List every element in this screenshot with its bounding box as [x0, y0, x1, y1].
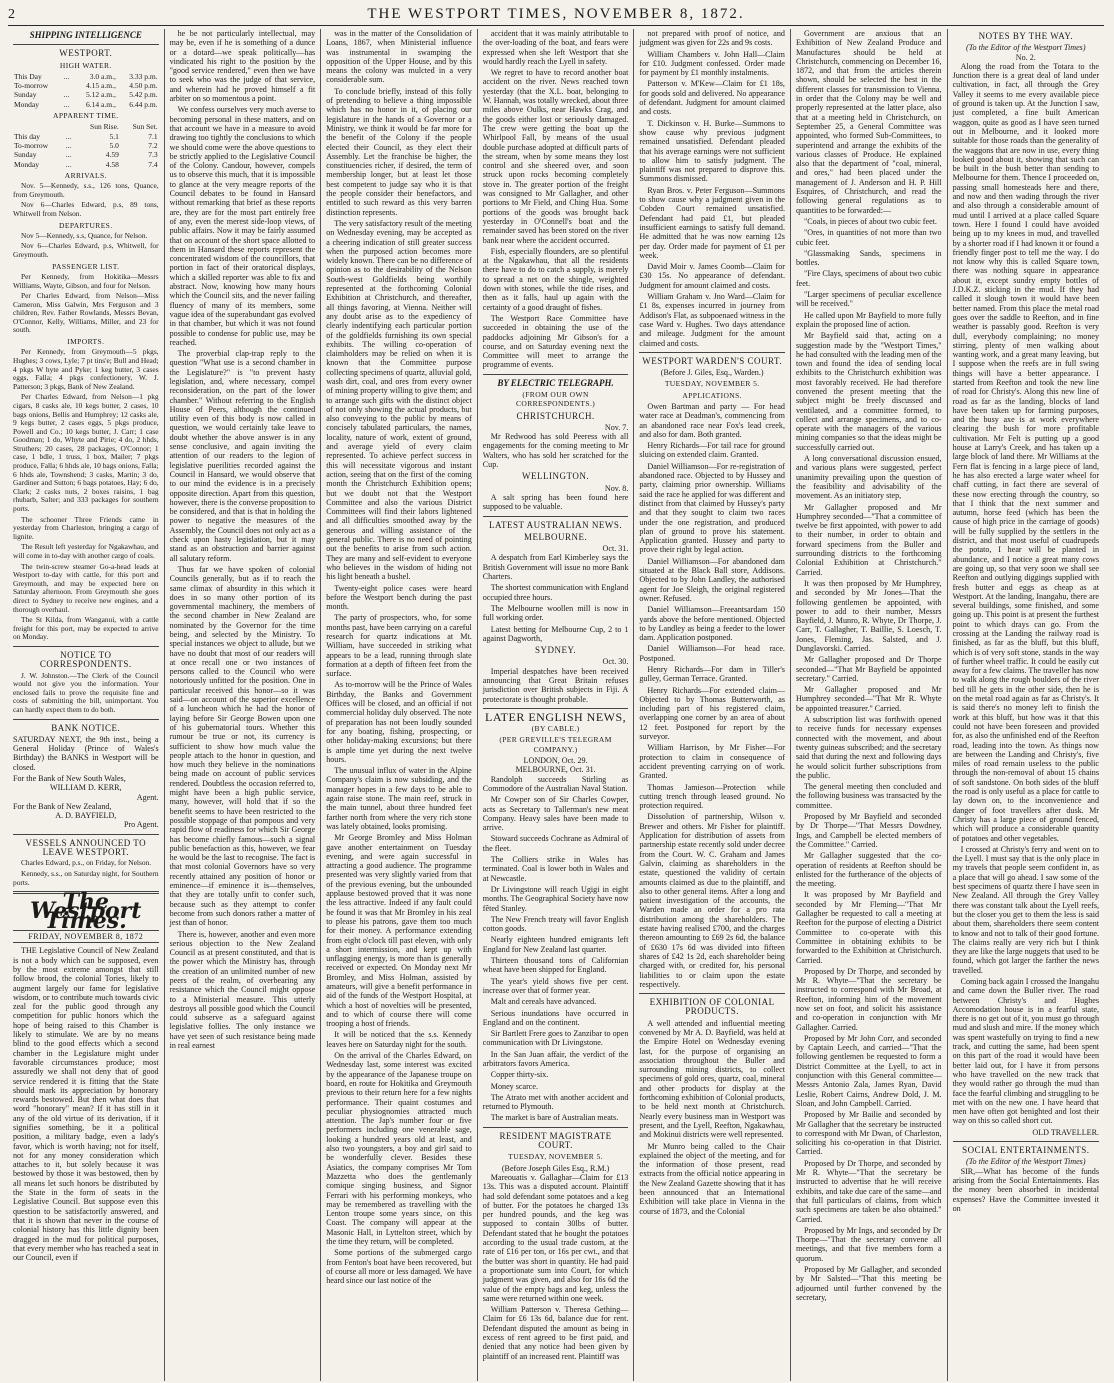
paragraph: The schooner Three Friends came in yesterday from Charleston, bringing a cargo of lignite.: [13, 514, 159, 541]
rm-court-heading: RESIDENT MAGISTRATE COURT.: [499, 1130, 612, 1151]
table-row: [13, 132, 159, 141]
paragraph: Mr Cowper son of Sir Charles Cowper, acts as Secretary to Tallerman's new meat Company. Heavy sales have been made to arrive.: [482, 795, 629, 833]
vessels-text: [13, 859, 159, 887]
table-cell: To-morrow: [14, 140, 49, 150]
paragraph: Nov 6—Charles Edward, p.s, 89 tons, Whitwell from Nelson.: [13, 200, 159, 218]
bank-notice-text: [13, 735, 159, 772]
bank-nz-line: For the Bank of New Zealand,: [13, 801, 112, 811]
vessels-heading: VESSELS ANNOUNCED TO LEAVE WESTPORT.: [25, 837, 147, 858]
page-number: 2: [8, 7, 15, 22]
later-english-by: (BY CABLE.): [531, 724, 580, 734]
melbourne-heading: MELBOURNE.: [523, 531, 588, 542]
paragraph: It will be noticed that the s.s. Kennedy leaves here on Saturday night for the south.: [326, 1030, 472, 1049]
bank-nz-name: A. D. BAYFIELD,: [55, 811, 117, 821]
paragraph: The twin-screw steamer Go-a-head leads at Westport to-day with cattle, for this port and Greymouth, and may be expected here on Saturday afternoon. From Greymouth she goes direct to Sydney to receive new engines, and a thorough overhaul.: [13, 561, 159, 614]
bank-nsw-line: For the Bank of New South Wales,: [13, 774, 126, 783]
london-dateline: LONDON, Oct. 29.: [523, 756, 588, 766]
paragraph: To conclude briefly, instead of this folly of pretending to believe a thing impossible which has no honor in it, of placing our legislature in the hands of a Governor or a Ministry, we think it would be far more for the benefit of the Colony if the people elected their Council, as they elect their Assembly. Let the franchise be higher, the constituencies richer, if desired, the term of membership longer, but at least let those best competent to judge say who it is that the people consider their benefactors, and entitled to such reward as this very barren distinction represents.: [326, 86, 472, 217]
paragraph: A salt spring has been found here supposed to be valuable.: [482, 492, 629, 512]
paragraph: Mr Gallagher suggested that the co-operation of residents at Reefton should be enlisted for the furtherance of the objects of the meeting.: [795, 851, 942, 889]
paragraph: Daniel Williamson—Freeantsardam 150 yards above the before mentioned. Objected to by Landley as being a feeder to the lower dam. Application postponed.: [639, 605, 785, 643]
table-cell: 5.42 p.m.: [129, 90, 158, 100]
paragraph: Nov 5—Kennedy, s.s, Quance, for Nelson.: [21, 230, 148, 240]
paragraph: William Patterson v. Theresa Gething—Claim for £6 13s 6d, balance due for rent. Defendant disputed the amount as being in excess of rent agreed to be first paid, and denied that any notice had been given by plaintiff of an increased rent. Plaintiff was: [482, 1305, 629, 1361]
editorial-continued: [170, 29, 316, 1050]
christchurch-date: Nov. 7.: [604, 422, 629, 432]
passenger-text: [13, 273, 159, 335]
imports-heading: IMPORTS.: [67, 337, 105, 347]
paragraph: Patterson v. M'Kew—Claim for £1 18s, for goods sold and delivered. No appearance of defendant. Judgment for amount claimed and costs.: [639, 79, 785, 117]
table-cell: ...: [65, 131, 72, 141]
high-water-table: [13, 72, 159, 109]
paragraph: he be not particularly intellectual, may may be, even if he is something of a dunce or a dotard—we speak politically—has vindicated his right to the position by the "good service rendered," even then we have to seek who was the judge of that service, and wherein had he proved himself a fit arbiter on so momentous a point.: [169, 29, 316, 104]
twin-screw-text: [13, 563, 159, 615]
telegraph-sub: (FROM OUR OWN CORRESPONDENTS.): [516, 389, 596, 409]
table-row: [13, 90, 159, 99]
paragraph: Mareouatis v. Gallaghar—Claim for £13 13s. This was a disputed account. Plaintiff had sold defendant some potatoes and a keg of butter. For the potatoes he charged 13s per hundred pounds, and the keg was supposed to contain 30lbs of butter. Defendant stated that he bought the potatoes according to the usual trade custom, at the rate of £16 per ton, or 16s per cwt., and that the butter was short in quantity. He had paid a proportionate sum into Court, for which judgment was given, and also for 16s 6d the value of the empty bags and keg, unless the same were returned within one week.: [482, 1172, 629, 1303]
paragraph: As to-morrow will be the Prince of Wales Birthday, the Banks and Government Offices will be closed, and an official if not commercial holiday duly observed. The note of preparation has not been loudly sounded for any boating, fishing, prospecting, or other holiday-making excursions; but there is ample time yet during the next twelve hours.: [326, 680, 472, 764]
port-heading: WESTPORT.: [59, 48, 113, 59]
table-cell: To-morrow: [14, 81, 49, 91]
paragraph: Mr Bayfield said that, acting on a suggestion made by the "Westport Times," he had consulted with the leading men of the town and found the idea of sending local exhibits to the Christchurch exhibition was most favorably received. He had therefore convened the present meeting that the subject might be freely discussed and ventilated, and a committee formed, to collect and arrange specimens, and to co-operate with the managers of the various mining companies so that the ideas might be successfully carried out.: [795, 331, 942, 452]
warden-court-text: [639, 402, 785, 989]
christchurch-text: [483, 432, 629, 469]
social-heading: SOCIAL ENTERTAINMENTS.: [962, 1145, 1090, 1156]
paragraph: Stoward succeeds Cochrane as Admiral of the fleet.: [482, 834, 629, 853]
christchurch-heading: CHRISTCHURCH.: [516, 410, 595, 421]
warden-court-heading: WESTPORT WARDEN'S COURT.: [642, 355, 783, 366]
column-4: [478, 29, 635, 1381]
rm-court-continued: [639, 29, 785, 348]
later-english-heading: LATER ENGLISH NEWS,: [485, 709, 627, 724]
paragraph: The Atrato met with another accident and returned to Plymouth.: [482, 1092, 629, 1112]
shipping-heading: SHIPPING INTELLIGENCE: [29, 30, 142, 40]
imports-text: [13, 348, 159, 513]
arrivals-heading: ARRIVALS.: [64, 170, 107, 180]
table-cell: [65, 122, 76, 131]
notes-heading: NOTES BY THE WAY.: [978, 31, 1073, 41]
paragraph: Proposed by Dr Thorpe, and seconded by Mr R. Whyte—"That the secretary be instructed to correspond with Mr Broad, at Reefton, informing him of the movement now set on foot, and solicit his assistance and co-operation in conjunction with Mr Gallagher. Carried.: [795, 966, 942, 1032]
paragraph: William Harrison, by Mr Fisher—For protection to claim in consequence of accident preventing carrying on of work. Granted.: [639, 743, 785, 781]
paragraph: Henry Richards—For dam in Tiller's gulley, German Terrace. Granted.: [639, 665, 785, 684]
paragraph: William Graham v. Jno Ward—Claim for £1 8s, expenses incurred in journey from Addison's Flat, as subpoenaed witness in the case Ward v. Hughes. Two days attendance and mileage. Judgment for the amount claimed and costs.: [639, 292, 785, 348]
editorial-dateline: FRIDAY, NOVEMBER 8, 1872: [13, 930, 159, 943]
table-cell: Monday: [14, 159, 39, 169]
paragraph: Mr Gallagher proposed and Mr Humphrey seconded—"That a committee of twelve be first appointed, with power to add to their number, in order to obtain and forward specimens from the Buller and surrounding districts to the forthcoming Colonial Exhibition at Christchurch." Carried.: [795, 502, 942, 577]
paragraph: The New French treaty will favor English cotton goods.: [482, 914, 629, 934]
paragraph: The Result left yesterday for Ngakawhau, and will come in to-day with another cargo of coals.: [13, 542, 159, 561]
paragraph: SATURDAY NEXT, the 9th inst., being a General Holiday (Prince of Wales's Birthday) the BANKS in Westport will be closed.: [13, 734, 159, 772]
paragraph: It was proposed by Mr Bayfield and seconded by Mr Fleming—"That Mr Gallagher be requested to call a meeting at Reefton for the purpose of electing a District Committee to co-operate with this Committee in obtaining exhibits to be forwarded to the Exhibition at Christchurch. Carried.: [795, 890, 942, 965]
paragraph: Nov. 5—Kennedy, s.s., 126 tons, Quance, from Greymouth.: [13, 181, 159, 199]
melbourne-text: [483, 553, 629, 643]
table-cell: 7.2: [148, 140, 158, 150]
table-row: [13, 141, 159, 150]
rm-court-date: TUESDAY, NOVEMBER 5.: [508, 1152, 603, 1162]
paragraph: Imperial despatches have been received announcing that Great Britain refuses jurisdiction over British subjects in Fiji. A protectorate is thought probable.: [482, 666, 629, 704]
table-cell: Sunday: [14, 90, 37, 100]
paragraph: Latest betting for Melbourne Cup, 2 to 1 against Dagworth,: [482, 624, 629, 643]
editorial-text: [13, 946, 159, 1262]
paragraph: "Glassmaking Sands, specimens in bottles.: [795, 248, 942, 268]
table-cell: ...: [65, 159, 72, 169]
table-row: [13, 72, 159, 81]
paragraph: Per Charles Edward, from Nelson—1 pkg cigars, 8 casks ale, 10 kegs butter, 2 cases, 10 bags onions, Bellis and Humphrey; 12 casks ale, 9 kegs butter, 2 cases eggs, 5 pkgs produce, Powell and Co.; 10 kegs butter, J. Carr; 1 case Goodman; 1 do, Whyte and Pirie; 4 do, 2 hhds, Struthers; 20 cases, 28 packages, O'Connor; 1 case, 1 bdle, 1 truss, 1 box, Mailer; 7 pkgs produce, Falla; 6 hhds ale, 10 bags onions, Falla; 6 hhds ale, Townshend; 3 casks, Martin; 3 do, Gardiner and Sutton; 6 bags potatoes, Hay; 6 do, Clark; 2 casks nuts, 2 boxes raisins, 1 bag rhubarb, Salter; and 333 packages for southern ports.: [13, 392, 159, 514]
paragraph: Nearly eighteen hundred emigrants left England for New Zealand last quarter.: [482, 935, 629, 954]
paragraph: David Moir v. James Coomb—Claim for £30 15s. No appearance of defendant. Judgment for amount claimed and costs.: [639, 262, 785, 290]
sun-table: [13, 122, 159, 168]
paragraph: Mr Gallagher proposed and Mr Humphrey seconded—"That Mr R. Whyte be appointed treasurer." Carried.: [795, 685, 942, 713]
paragraph: Owen Bartman and party — For head water race at Deadman's, commencing from an abandoned race near Fox's lead creek, and also for dam. Both granted.: [639, 401, 785, 439]
paragraph: There is, however, another and even more serious objection to the New Zealand Council as at present constituted, and that is the power which the Ministry has, through the creation of an unlimited number of new peers of the realm, of overbearing any resistance which the Council might oppose to a Ministerial measure. This utterly destroys all possible good which the Council could subserve as a safeguard against legislative follies. The only instance we have yet seen of such resistance being made in real earnest: [169, 929, 316, 1051]
paragraph: The Melbourne woollen mill is now in full working order.: [482, 603, 629, 623]
paragraph: "Ores, in quantities of not more than two cubic feet.: [795, 228, 942, 247]
schooner-text: [13, 516, 159, 542]
paragraph: The party of prospectors, who, for some months past, have been carrying on a careful research for quartz indications at Mt. William, have succeeded in striking what appears to be a lead, running through slate formation at a depth of fifteen feet from the surface.: [326, 613, 472, 679]
table-cell: Sunday: [14, 150, 37, 160]
table-cell: 4.59: [105, 150, 119, 160]
notes-signature: OLD TRAVELLER.: [1032, 1127, 1100, 1137]
notes-to-editor: (To the Editor of the Westport Times): [966, 43, 1086, 53]
latest-australian-heading: LATEST AUSTRALIAN NEWS.: [489, 519, 623, 530]
paragraph: A despatch from Earl Kimberley says the British Government will issue no more Bank Charters.: [482, 553, 629, 582]
paragraph: The unusual influx of water in the Alpine Company's claim is now subsiding, and the manager hopes in a few days to be able to again raise stone. The main reef, struck in the main tunnel, about three hundred feet farther north from where the very rich stone was lately obtained, looks promising.: [326, 766, 472, 831]
paragraph: Per Kennedy, from Greymouth—5 pkgs, Hughes; 3 cows, Lyle; 7 pt tins'e; Bull and Head; 4 pkgs W hyte and Pyke; 1 keg butter, 3 cases eggs, Falla; 4 pkgs confectionery, W. J. Patterson; 3 pkgs, Bank of New Zealand.: [13, 347, 159, 391]
wellington-date: Nov. 8.: [604, 483, 629, 493]
page-title: THE WESTPORT TIMES, NOVEMBER 8, 1872.: [367, 6, 745, 22]
paragraph: Sir Bartlett Frere goes to Zanzibar to open communication with Dr Livingstone.: [482, 1029, 629, 1048]
departures-heading: DEPARTURES.: [59, 220, 113, 230]
table-row: [13, 81, 159, 90]
table-cell: ...: [65, 140, 72, 150]
paper-nameplate: The Westport Times.: [30, 889, 142, 934]
melbourne-date: Oct. 31.: [602, 544, 629, 554]
column-5: [634, 29, 791, 1381]
departures-text: [13, 232, 159, 260]
passenger-heading: PASSENGER LIST.: [52, 261, 120, 271]
table-cell: 5.12 a.m.,: [86, 90, 116, 100]
paragraph: Ryan Bros. v. Peter Ferguson—Summons to show cause why a judgment given in the Cobden Court remained unsatisfied. Defendant had paid £1, but pleaded insufficient earnings to satisfy full demand. He admitted that he was now earning 12s per day. Order made for payment of £1 per week.: [639, 185, 785, 260]
paragraph: Mr Gallagher proposed and Dr Thorpe seconded—"That Mr Bayfield be appointed secretary." Carried.: [795, 655, 942, 683]
apparent-time-heading: APPARENT TIME.: [53, 111, 119, 121]
paragraph: Proposed by Mr Ings, and seconded by Dr Thorpe—"That the secretary convene all meetings, and that five members form a quorum.: [795, 1225, 942, 1263]
paragraph: Randolph succeeds Stirling as Commodore of the Australian Naval Station.: [482, 774, 629, 793]
table-cell: 3.0 a.m.,: [89, 71, 116, 81]
column-3: [321, 29, 478, 1381]
table-cell: ...: [63, 99, 70, 109]
paragraph: was in the matter of the Consolidation of Loans, 1867, when Ministerial influence was instrumental in swamping the opposition of the Upper House, and by this means the colony was mulcted in a very considerable sum.: [326, 29, 472, 85]
paragraph: Money scarce.: [490, 1081, 538, 1091]
paragraph: Charles Edward, p.s., on Friday, for Nelson.: [21, 858, 152, 868]
paragraph: SIR,—What has become of the funds arising from the Social Entertainments. Has the money been absorbed in incidental expenses? Have the Committee invested it on: [952, 1166, 1100, 1213]
exhibition-text: [639, 1019, 785, 1216]
paragraph: Government are anxious that an Exhibition of New Zealand Produce and Manufactures should be held at Christchurch, commencing on December 16, 1872, and that from the articles therein shown, should be selected the best in the different classes for transmission to Vienna, in order that the Colony may be well and properly represented at the latter place, also that at a meeting held in Christchurch, on September 25, a General Committee was appointed, who formed Sub-Committees, to superintend and arrange the exhibits of the various classes of Produce. He explained also that the department of "coal, mineral, and ores," had been placed under the management of J. Anderson and H. P. Hill Esquires, of Christchurch, and read the following general regulations as to quantities to be forwarded:—: [795, 29, 942, 215]
paragraph: The market is bare of Australian meats.: [490, 1113, 619, 1123]
bank-notice-heading: BANK NOTICE.: [51, 722, 121, 733]
paragraph: William Chambers v. John Hall—Claim for £10. Judgment confessed. Order made for payment by £1 monthly instalments.: [639, 49, 785, 78]
table-cell: 7.1: [148, 131, 158, 141]
paragraph: Thomas Jamieson—Protection while cutting trench through leased ground. No protection required.: [639, 782, 785, 811]
paragraph: Mr George Bromley and Miss Holman gave another entertainment on Tuesday evening, and were again successful in attracting a good audience. The programme presented was very slightly varied from that of the previous evening, but the unbounded applause bestowed proved that it was none the less attractive. Indeed if any fault could be found it was that Mr Bromley in his zeal to please his patrons, gave them too much for their money. A performance extending from eight o'clock till past eleven, with only a short intermission, and kept up with unflagging energy, is more than is generally received or expected. On Monday next Mr Bromley, and Miss Holman, assisted by amateurs, will give a benefit performance in aid of the funds of the Westport Hospital, at which a host of novelties will be presented, and to which of course there will come trooping a host of friends.: [326, 833, 472, 1029]
melbourne-dateline: MELBOURNE, Oct. 31.: [515, 765, 596, 775]
table-cell: 4.50 p.m.: [129, 81, 158, 91]
local-news: [326, 29, 472, 1285]
paragraph: Proposed by Mr Bayfield and seconded by Dr Thorpe—"That Messrs Dowdney, Ings, and Campbell be elected members of the Committee." Carried.: [795, 812, 942, 849]
paragraph: Daniel Williamson—For head race. Postponed.: [639, 644, 785, 663]
paragraph: Mr Redwood has sold Peeress with all engagements for the coming meeting to Mr Walters, who has sold her scratched for the Cup.: [482, 432, 629, 470]
paragraph: Kennedy, s.s., on Saturday night, for Southern ports.: [13, 868, 159, 887]
table-cell: 5.1: [109, 131, 119, 141]
table-cell: ...: [63, 90, 70, 100]
bank-nsw-name: WILLIAM D. KERR,: [50, 783, 122, 793]
exhibition-continued: [796, 29, 942, 1302]
notes-text: [953, 62, 1099, 1126]
table-row: [13, 160, 159, 169]
arrivals-text: [13, 182, 159, 218]
paragraph: A subscription list was forthwith opened to receive funds for necessary expenses connected with the movement, and about twenty guineas subscribed; and the secretary said that during the next and following days he would solicit further subscriptions from the public.: [795, 715, 942, 780]
paragraph: "Larger specimens of peculiar excellence will be received.": [795, 290, 942, 309]
paragraph: He called upon Mr Bayfield to more fully explain the proposed line of action.: [795, 310, 942, 329]
paragraph: We regret to have to record another boat accident on the river. News reached town yesterday (that the X.L. boat, belonging to W. Hannah, was totally wrecked, about three miles above Oulks, near Hawks Crag, and the goods either lost or seriously damaged. The crew were getting the boat up the Whirlpool Fall, by means of the usual double purchase adopted at difficult parts of the stream, when by some means they lost control and she sheered over, and soon struck upon rocks becoming completely stove in. The greater portion of the freight was consigned to Mr Gallagher, and other portions to Mr Field, and Ching Hua. Some portions of the goods was brought back yesterday in O'Connell's boat and the remainder saved has been stored on the river bank near where the accident occurred.: [482, 68, 629, 245]
paragraph: THE Legislative Council of New Zealand is not a body which can be supposed, even by the most extreme amongst that still follow brood, the colonial Tories, likely to augment largely our fame for legislative wisdom, or to contribute much towards civic zeal for the public good through any competition for public honors which the hope of being raised to this Chamber is likely to stimulate. We are by no means blind to the good effects which a second chamber in the Legislature might under favorable circumstances produce; most assuredly we shall not deny that of good service rendered it is fitting that the State should mark its appreciation by honorary rewards bestowed. But then what does that word "honorary" mean? If it has still in it any of the old virtue of its derivation, if it signifies something, be it a political position, a military badge, even a lady's favor, which is worth having; not for itself, not for any money consideration which attaches to it, but solely because it was bestowed by those it was bestowed, then by all means let such honors be distributed by the State in the form of seats in the Legislative Council. But suppose even this question to be satisfactorily answered, and that it is shown that never in the course of colonial history has this little dignity been dragged in the mud for political purposes, that every member who has reached a seat in our Council, even if: [13, 946, 159, 1263]
sydney-date: Oct. 30.: [602, 657, 629, 667]
local-news-continued: [483, 29, 629, 370]
column-6: [791, 29, 948, 1381]
paragraph: Copper thirty-six.: [490, 1070, 549, 1080]
column-1: [8, 29, 165, 1381]
paragraph: Henry Richards—For extended claim—Objected to by Thomas Butterworth, as including part of his registered claim, overlapping one corner by an area of about 12 feet. Postponed for report by the surveyor.: [639, 685, 785, 742]
paragraph: It was then proposed by Mr Humphrey, and seconded by Mr Jones—That the following gentlemen be appointed, with power to add to their number, Messrs Bayfield, J. Munro, R. Whyte, Dr Thorpe, J. Carr, T. Gallagher, T. Baillie, S. Loesch, T. Jones, Fleming, Jas. Salsted, and J. Dunglavorski. Carried.: [795, 578, 942, 653]
sydney-text: [483, 667, 629, 704]
table-cell: 4.15 a.m.,: [86, 81, 116, 91]
paragraph: The Westport Race Committee have succeeded in obtaining the use of the paddocks adjoining Mr Gibson's for a course, and on Saturday evening next the Committee will meet to arrange the programme of events.: [482, 313, 629, 370]
rm-court-text: [483, 1173, 629, 1361]
paragraph: A well attended and influential meeting convened by Mr A. D. Bayfield, was held at the Empire Hotel on Wednesday evening last, for the purpose of organising an association throughout the Buller and surrounding mining districts, to collect specimens of gold ores, quartz, coal, mineral and other products for display at the forthcoming exhibition of Colonial products, to be held next month at Christchurch. Nearly every business man in Westport was present, and the Lyell, Reefton, Ngakawhau, and Mokinui districts were well represented.: [639, 1018, 785, 1140]
paragraph: Dissolution of partnership, Wilson v. Brewer and others. Mr Fisher for plaintiff. Application for distribution of assets from partnership estate recently sold under decree from the Court. W. C. Graham and James Galvin, claiming as shareholders in the estate, questioned the validity of certain amounts claimed as due to the plaintiff, and also to other general items. After a long and patient investigation of the accounts, the Warden made an order for a pro rata distribution among the shareholders. The estate having realised £700, and the charges thereon amounting to £69 2s 6d, the balance of £630 17s 6d was divided into fifteen shares of £42 1s 2d, each shareholder being charged with, or credited for, his personal liabilities to or claim upon the estate respectively.: [639, 812, 785, 989]
table-cell: This day: [14, 131, 41, 141]
table-cell: [13, 122, 65, 131]
paragraph: Proposed by Mr Bailie and seconded by Mr Gallagher that the secretary be instructed to correspond with Mr Dwan, of Charleston, soliciting his co-operation in that District. Carried.: [795, 1110, 942, 1157]
paragraph: Nov 6—Charles Edward, p.s, Whitwell, for Greymouth.: [13, 241, 159, 260]
table-cell: 6.14 a.m.,: [86, 99, 116, 109]
table-row: [13, 150, 159, 159]
result-text: [13, 543, 159, 560]
page-header: [8, 6, 1104, 26]
paragraph: "Fire Clays, specimens of about two cubic feet.: [795, 269, 942, 288]
wellington-text: [483, 493, 629, 512]
table-row: [13, 122, 159, 131]
table-cell: 7.3: [148, 150, 158, 160]
table-row: [13, 100, 159, 109]
table-cell: 6.44 p.m.: [129, 99, 158, 109]
paragraph: The general meeting then concluded and the following business was transacted by the committee.: [795, 782, 942, 810]
paragraph: Fish, especially flounders, are so plentiful at the Ngakawhau, that all the residents there have to do to catch a supply, is merely to spread a net on the shingle, weighted down with stones, while the tide rises, and then as it falls, haul up again with the certainty of a good draught of fishes.: [482, 246, 629, 312]
social-text: [953, 1167, 1099, 1213]
table-cell: ...: [63, 71, 70, 81]
table-cell: Sun Rise.: [90, 122, 119, 132]
table-cell: 5.0: [109, 140, 119, 150]
st-kilda-text: [13, 616, 159, 642]
social-to-editor: (To the Editor of the Westport Times): [966, 1157, 1086, 1167]
paragraph: A long conversational discussion ensued, and various plans were suggested, perfect unanimity prevailing upon the question of the feasibility and advisability of the movement. As an initiatory step,: [795, 454, 942, 501]
exhibition-heading: EXHIBITION OF COLONIAL PRODUCTS.: [649, 997, 775, 1017]
table-cell: ...: [65, 150, 72, 160]
paragraph: Malt and cereals have advanced.: [490, 997, 597, 1007]
paragraph: T. Dickinson v. H. Burke—Summons to show cause why previous judgment remained unsatisfied. Defendant pleaded that his average earnings were not sufficient to allow him to satisfy judgment. The plaintiff was not prepared to disprove this. Summons dismissed.: [639, 118, 785, 184]
table-cell: Sun Set.: [132, 122, 158, 132]
paragraph: Along the road from the Totara to the Junction there is a great deal of land under cultivation, in fact, all through the Grey Valley it seems to me every available piece of ground is taken up. At the Junction I saw, just completed, a fine built American waggon, quite as good as I have seen turned out in Melbourne, and it looked more suitable for those roads than the generality of the waggons that are now in use, every thing looked good about it, showing that such can be built in the bush better than sending to Melbourne for them. Thence I proceeded on, passing small homesteads here and there, and now and then wading through the river and also through a considerable amount of mud until I arrived at a place called Square town. Here I found I could have avoided being up to my knees in mud, and travelled by a shorter road if I had known it or found a friendly finger post to tell me the way. I do not know why this is called Square town, there was nothing square in appearance about it, except sundry empty bottles of J.D.K.Z. sticking in the mud. If they had called it slough town it would have been better named. From this place the metal road goes over the saddle to Reefton, and in fine weather is passably good. Reefton is very dull, everybody complaining; no money stirring, plenty of men walking about wanting work, and a great many leaving, but I suppose when the reefs are in full swing things will have a better appearance. I started from Reefton and took the new line of road for Christy's. Along this new line of road as far as the landing, blocks of land have been taken up for farming purposes, and the busy axe is at work everywhere clearing the bush for more profitable cultivation. Mr Felt is putting up a good house at Larry's Creek, and has taken up a large block of land there. Mr Williams at the Fern flat is fencing in a large piece of land, he has also erected a large water wheel for chaff cutting, in fact there are several of these now erecting through the country, so that I think that the next summer and autumn, horse feed (which has been the cause of high price in the carriage of goods) will be fully supplied by the settlers in the district, and that most useful of cuadrupeds the potato, I hear will be planted in abundance, and I notice a great many cows are going up, so that very soon we shall see Reefton and outlying diggings supplied with fresh butter and eggs as cheap as at Westport. At the landing, Inangahu, there are several buildings, some finished, and some going up. This point is at present the furthest point to which drays can go. From the crossing at the Landing the railway road is finished, as far as the bluff, but this bluff, which is of very soft stone, stands in the way of further wheel traffic. It could be easily cut away for a few claims. The traveller has now to walk along the rough boulders of the river bed till he gets in the other side, then he is on the metal road again as far as Christy's. It is said there's no money left to finish the work at this bluff, but how was it that this could not have been foreseen and provided for, as also the unfinished end of the Reefton road, leading into the town. As things now are between the Landing and Christy's, five miles of road remain useless to the public through the non-removal of about 15 chains of soft sandstone. On both sides of the bluff the road is only useful as a place for cattle to lay down on, to the inconvenience and danger of foot travellers after dusk. Mr Christy has a large piece of ground fenced, which will produce a considerable quantity of potatoes and other vegetables.: [952, 61, 1100, 843]
applications-heading: APPLICATIONS.: [682, 390, 742, 400]
later-english-source: (PER GREVILLE'S TELEGRAM COMPANY.): [499, 735, 612, 754]
paragraph: Henry Richards—For tail race for ground sluicing on extended claim. Granted.: [639, 441, 785, 460]
paragraph: Per Kennedy, from Hokitika—Messrs Williams, Wayte, Gibson, and four for Nelson.: [13, 271, 159, 290]
notes-number: No. 2.: [1015, 52, 1036, 62]
table-cell: This Day: [14, 71, 42, 81]
paragraph: "Coals, in pieces of about two cubic feet.: [803, 216, 937, 226]
paragraph: We confess ourselves very much averse to becoming personal in these matters, and on that account we have in a measure to avoid drawing too tightly the conclusions to which we should come were the above questions to be strictly applied to the Legislative Council of the Colony. Candour, however, compels us to observe this much, that it is impossible to glance at the very meagre reports of the Council debates to be found in Hansard without remarking that brief as these reports are, they are for the most part entirely free of any, even the merest side-loop views, of public affairs. Now it may be fairly assumed that on account of the short space allotted to them in Hansard these reports represent the concentrated wisdom of the councillors, that portion in fact of their oratorical displays, which a skilled reporter was able to fix and abstract. Now, knowing how many hours which the Council sits, and the never failing fluency of many of its members, some vague idea of the superabundant gas evolved in that chamber, but which it was not found possible to condense for public use, may be reached.: [169, 105, 316, 347]
column-7: [948, 29, 1104, 1381]
paragraph: I crossed at Christy's ferry and went on to the Lyell. I must say that is the only place in my travels that people seem confident in, as a place that will go ahead. I saw some of the best specimens of quartz there I have seen in New Zealand. All through the Grey Valley there was constant talk about the Lyell reefs, but the closer you get to them the less is said about them, shareholders there seem content to know and not to talk of their good fortune. The claims really are very rich but I think they are like the large nuggets that used to be found, which got larger the farther the news travelled.: [952, 844, 1100, 975]
table-cell: 4.58: [105, 159, 119, 169]
paragraph: The Colliers strike in Wales has terminated. Coal is lower both in Wales and at Newcastle.: [482, 855, 629, 883]
paragraph: Coming back again I crossed the Inangahu and came down the Buller river. The road between Christy's and Hughes Accomodation house is in a fearful state, there is no get out of it, you must go through mud and slush and mire. If the money which was spent wastefully on trying to find a new track, and cutting the same, had been spent on this part of the road it would have been better laid out, for I have it from persons who have travelled on the new track that they would rather go through the mud than face the fearful climbing and struggling to be met with on the new one. I have heard that men have often got benighted and lost their way on this so called short cut.: [952, 976, 1100, 1126]
warden-court-before: (Before J. Giles, Esq., Warden.): [660, 368, 764, 378]
paragraph: Proposed by Mr John Corr, and seconded by Captain Leech, and carried—"That the following gentlemen be requested to form a District Committee at the Lyell, to act in conjunction with this General committee—Messrs Antonio Zala, James Ryan, David Leslie, Robert Cairns, Andrew Dold, J. M. Sloan, and John Campbell. Carried.: [795, 1033, 942, 1108]
sydney-heading: SYDNEY.: [535, 645, 577, 656]
columns: [8, 29, 1104, 1381]
warden-court-date: TUESDAY, NOVEMBER 5.: [664, 379, 760, 389]
bank-nsw-role: Agent.: [136, 792, 159, 802]
wellington-heading: WELLINGTON.: [522, 471, 590, 482]
paragraph: Proposed by Mr Gallagher, and seconded by Mr Salsted—"That this meeting be adjourned until further convened by the secretary,: [795, 1265, 942, 1302]
paragraph: The year's yield shows five per cent. increase over that of former year.: [482, 976, 629, 995]
paragraph: Thirteen thousand tons of Californian wheat have been shipped for England.: [482, 956, 629, 975]
column-2: [165, 29, 322, 1381]
paragraph: The shortest communication with England occupied three hours.: [482, 583, 629, 602]
paragraph: Daniel Williamson—For re-registration of abandoned race. Objected to by Hussey and party, claiming prior ownership. Williams said the race he applied for was different and distinct from that claimed by Hussey's party and that they sought to claim two races under the one registration, and produced plan of ground to prove his statement. Application granted. Hussey and party to prove their right by legal action.: [639, 461, 785, 555]
table-cell: [63, 81, 73, 90]
rm-court-before: (Before Joseph Giles Esq., R.M.): [501, 1163, 610, 1173]
telegraph-heading: BY ELECTRIC TELEGRAPH.: [497, 377, 614, 388]
table-cell: 3.33 p.m.: [129, 71, 158, 81]
paragraph: The proverbial clap-trap reply to the question "What use is a second chamber in the Legislature?" is "to prevent hasty legislation, and, where necessary, compel reconsideration, on the part of the lower chamber." Without referring to the English House of Peers, although the continued utility even of this body is now called in question, we would certainly take leave to doubt whether the above answer is in any sense conclusive, and again inviting the attention of our readers to the legion of legislative puerilities recorded against the Council in Hansard, we would observe that to our mind the evidence is in a precisely opposite direction. Apart from this question, however, there is the converse proposition to be considered, and that is that in holding the power to negative the measures of the Assembly, the Council does not only act as a check upon hasty legislation, but it may stand as an obstruction and barrier against all salutary reform.: [169, 349, 316, 563]
bank-nz-role: Pro Agent.: [123, 820, 159, 830]
correspondents-text: [13, 672, 159, 715]
paragraph: The St Kilda, from Wanganui, with a cattle freight for this port, may be expected to arrive on Monday.: [13, 615, 159, 642]
paragraph: Mr Munro being called to the Chair explained the object of the meeting, and for the information of those present, read extracts from the official notice appearing in the New Zealand Gazette showing that it has been announced that an International Exhibition will take place in Vienna in the course of 1873, and the Colonial: [639, 1141, 785, 1216]
table-cell: 7.4: [148, 159, 158, 169]
paragraph: J. W. Johnston.—The Clerk of the Council would not give you the information. Your enclosed fails to prove the requisite fine and costs of submitting the bill, unimportant. You can hardly expect them to do both.: [13, 670, 159, 714]
later-english-text: [483, 775, 629, 1123]
paragraph: In the San Juan affair, the verdict of the arbitrators favors America.: [482, 1049, 629, 1068]
paragraph: not prepared with proof of notice, and judgment was given for 22s and 9s costs.: [639, 29, 785, 48]
paragraph: Twenty-eight police cases were heard before the Westport bench during the past month.: [326, 583, 472, 612]
paragraph: The very satisfactory result of the meeting on Wednesday evening, may be accepted as a cheering indication of still greater success when the purposed action becomes more widely known. There can be no difference of opinion as to the desirability of the Nelson South-west Goldfields being worthily represented at the forthcoming Colonial Exhibition at Christchurch, and thereafter, all things favoring, at Vienna. Neither will any doubt arise as to the expediency of clearly indentifying each particular portion of the goldfields furnishing its own special exhibits. The willing co-operation of claimholders may be relied on when it is known that the Committee purpose collecting specimens of quartz, alluvial gold, wash dirt, coal, and ores from every owner of mining property willing to give them; and to arrange such gifts with the distinct object of not only showing the actual products, but also conveying to the public by means of concisely tabulated particulars, the names, locality, nature of work, extent of ground, and average yield of every claim represented. To achieve perfect success in this will necessitate vigorous and instant action, seeing that on the first of the coming month the Christchurch Exhibition opens; but we doubt not that the Westport Committee and also the various District Committees will find their labors lightened and all difficulties smoothed away by the generous and willing assistance of the general public. There is no need of pointing out the benefits to arise from such action. They are many and self-evident to everyone who believes in the wisdom of hiding not his light beneath a bushel.: [326, 218, 472, 582]
high-water-heading: HIGH WATER.: [59, 60, 112, 70]
paragraph: Proposed by Dr Thorpe, and seconded by Mr R. Whyte—"That the secretary be instructed to advertise that he will receive exhibits, and take due care of the same—and that full particulars of claims, from which such specimens are taken be also obtained." Carried.: [795, 1158, 942, 1224]
paragraph: Serious inundations have occurred in England and on the continent.: [482, 1008, 629, 1027]
correspondents-heading: NOTICE TO CORRESPONDENTS.: [39, 649, 132, 670]
paragraph: Per Charles Edward, from Nelson—Miss Cameron, Miss Galwin, Mrs Ferguson and 3 children, Rev. Father Rowlands, Messrs Bevan, O'Connor, Kelly, Williams, Miller, and 23 for south.: [13, 291, 159, 335]
table-cell: Monday: [14, 99, 39, 109]
paragraph: Daniel Williamson—For abandoned dam situated at the Black Ball store, Addisons. Objected to by John Landley, the authorised agent for Joe Sleigh, the original registered owner. Refused.: [639, 556, 785, 603]
paragraph: Thus far we have spoken of colonial Councils generally, but as if to reach the same climax of absurdity in this which it does in so many other portion of its governmental machinery, the members of the second chamber in New Zealand are nominated by the Governor for the time being, and selected by the Ministry. To special instances we object to allude, but we have no doubt that most of our readers will at once recall one or two instances of persons called to the Council who were notoriously unfitted for the position. One in particular received this honor—so it was said—on account of the superior excellence of a luncheon which he had the honor of laying before Sir George Bowen upon one of his gubernatorial tours. Whether this rumour be true or not, its currency is sufficient to show how much value the people attach to the honor in question, and how much they believe in the nominations being made on account of public services rendered. Doubtless the occasion referred to, might have been a high public service, many, however, will hold that if so the benefit seems to have been restricted to the possible stoppage of that pompous and very rapid flow of readiness for which Sir George has become chiefly famous—such a signal public benefaction as this, however, we fear he would be the last to recognise. The fact is that most colonial Governors have so very recently attained any position of honor or eminence—if eminence it is—themselves, that they are totally unfit to confer such, because such as they attempt to confer become from such donors rather a matter of jest than of honor.: [169, 564, 316, 928]
paragraph: On the arrival of the Charles Edward, on Wednesday last, some interest was excited by the appearance of the Japanese troupe on board, en route for Hokitika and Greymouth previous to their return here for a few nights performance. Their quaint costumes and peculiar physiognomies attracted much attention. The Jap's number four or five performers including one venerable sage, looking a hundred years old at least, and also two youngsters, a boy and girl said to be wonderfully clever. Besides these Asiatics, the company comprises Mr Tom Mazzetta who does the gentlemanly comique singing business, and Signor Ferrari with his performing monkeys, who may be remembered as travelling with the Lenton troupe some years since, on this Coast. The company will appear at the Masonic Hall, in Lyttelton street, which by the time they return, will be completed.: [326, 1051, 472, 1246]
paragraph: Dr Livingstone will reach Ugigi in eight months. The Geographical Society have now fêted Stanley.: [482, 884, 629, 913]
paragraph: accident that it was mainly attributable to the over-loading of the boat, and fears were expressed when she left Westport that she would hardly reach the Lyell in safety.: [482, 29, 629, 66]
paragraph: Some portions of the submerged cargo from Fenton's boat have been recovered, but of course all more or less damaged. We have heard since our last notice of the: [326, 1248, 472, 1286]
